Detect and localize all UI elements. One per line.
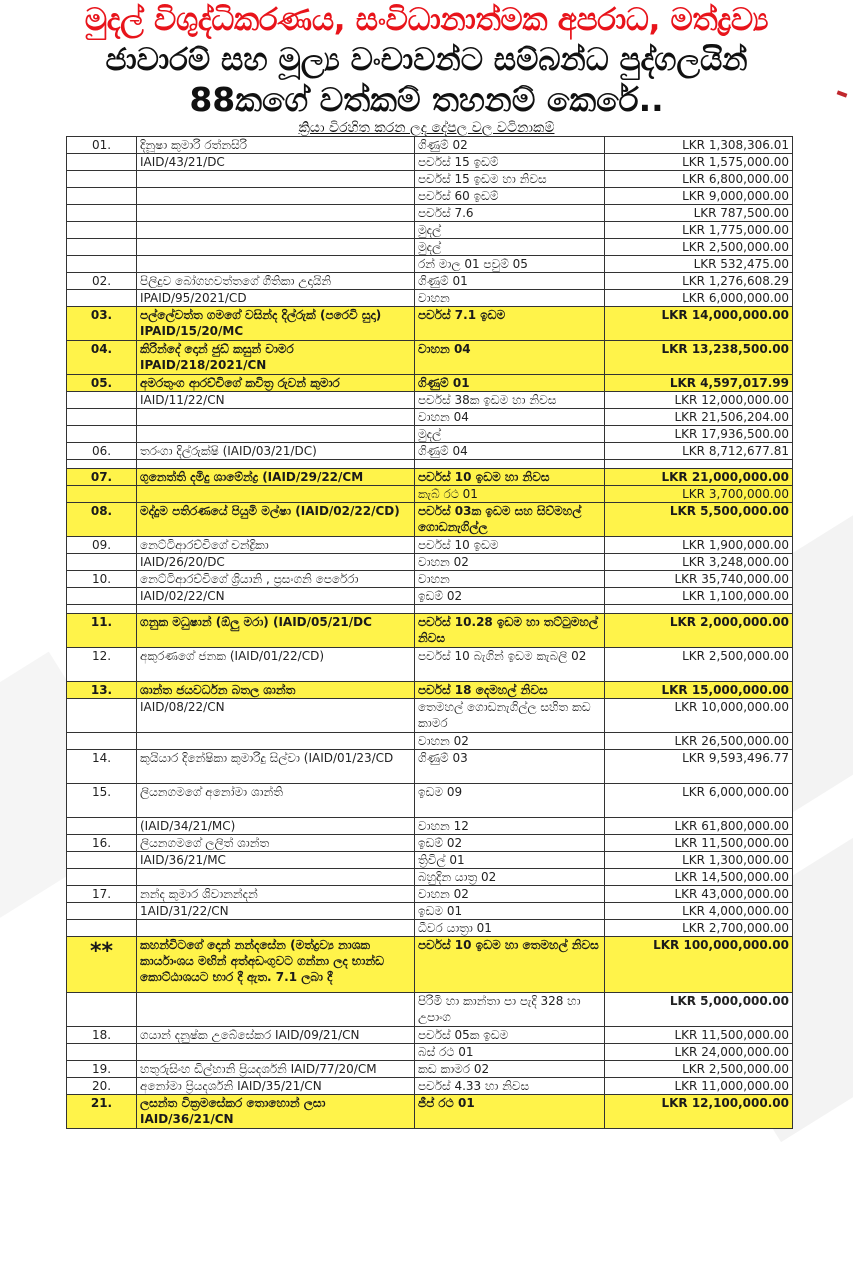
row-number-cell: 16. bbox=[67, 835, 137, 852]
asset-value-cell: LKR 3,700,000.00 bbox=[605, 486, 793, 503]
asset-cell: පර්චස් 10 ඉඩම හා නිවස bbox=[415, 469, 605, 486]
asset-cell: වාහන 02 bbox=[415, 554, 605, 571]
person-name-cell: හතුරුසිංහ ඩිල්හානි ප්‍රියදර්ශනි IAID/77/20/CM bbox=[137, 1061, 415, 1078]
asset-cell: වාහන 02 bbox=[415, 733, 605, 750]
person-name-cell: පල්ලේවත්ත ගමගේ වසින්ද දිල්රුක් (පරෙවි සුදා) IPAID/15/20/MC bbox=[137, 307, 415, 341]
row-number-cell: 02. bbox=[67, 273, 137, 290]
asset-value-cell: LKR 13,238,500.00 bbox=[605, 341, 793, 375]
person-name-cell bbox=[137, 205, 415, 222]
asset-cell: පර්චස් 4.33 හා නිවස bbox=[415, 1078, 605, 1095]
person-name-cell: නෙට්ටිආරච්චිගේ චන්ද්‍රිකා bbox=[137, 537, 415, 554]
row-number-cell bbox=[67, 869, 137, 886]
person-name-cell bbox=[137, 222, 415, 239]
person-name-cell bbox=[137, 605, 415, 614]
table-row bbox=[67, 605, 793, 614]
table-row bbox=[67, 409, 793, 426]
asset-value-cell: LKR 6,000,000.00 bbox=[605, 784, 793, 818]
table-row bbox=[67, 154, 793, 171]
table-row bbox=[67, 588, 793, 605]
asset-cell: පිරිමි හා කාන්තා පා පැදි 328 හා උපාංග bbox=[415, 993, 605, 1027]
row-number-cell bbox=[67, 239, 137, 256]
asset-value-cell: LKR 3,248,000.00 bbox=[605, 554, 793, 571]
person-name-cell bbox=[137, 188, 415, 205]
table-row bbox=[67, 993, 793, 1027]
asset-cell: ජීප් රථ 01 bbox=[415, 1095, 605, 1129]
asset-cell: පර්චස් 05ක ඉඩම bbox=[415, 1027, 605, 1044]
asset-cell: රන් මාල 01 පවුම් 05 bbox=[415, 256, 605, 273]
person-name-cell bbox=[137, 239, 415, 256]
person-name-cell: IAID/43/21/DC bbox=[137, 154, 415, 171]
asset-cell: පර්චස් 18 දෙමහල් නිවස bbox=[415, 682, 605, 699]
table-row bbox=[67, 1061, 793, 1078]
asset-value-cell: LKR 5,000,000.00 bbox=[605, 993, 793, 1027]
asset-value-cell: LKR 6,800,000.00 bbox=[605, 171, 793, 188]
row-number-cell: 05. bbox=[67, 375, 137, 392]
asset-value-cell: LKR 14,000,000.00 bbox=[605, 307, 793, 341]
asset-cell: පර්චස් 38ක ඉඩම හා නිවස bbox=[415, 392, 605, 409]
asset-value-cell: LKR 100,000,000.00 bbox=[605, 937, 793, 993]
person-name-cell: IAID/26/20/DC bbox=[137, 554, 415, 571]
table-row bbox=[67, 460, 793, 469]
person-name-cell: ගුනෙත්ති දමිදු ශාමේන්ද්‍ර (IAID/29/22/CM bbox=[137, 469, 415, 486]
asset-cell: වාහන 12 bbox=[415, 818, 605, 835]
table-row bbox=[67, 699, 793, 733]
asset-value-cell: LKR 1,276,608.29 bbox=[605, 273, 793, 290]
asset-value-cell: LKR 2,000,000.00 bbox=[605, 614, 793, 648]
asset-cell: පර්චස් 10 ඉඩම හා තෙමහල් නිවස bbox=[415, 937, 605, 993]
row-number-cell bbox=[67, 256, 137, 273]
asset-value-cell: LKR 21,506,204.00 bbox=[605, 409, 793, 426]
table-caption: ක්‍රියා විරහිත කරන ලද දේපල වල වටිනාකම් bbox=[298, 120, 555, 136]
asset-value-cell: LKR 4,000,000.00 bbox=[605, 903, 793, 920]
person-name-cell bbox=[137, 171, 415, 188]
asset-value-cell: LKR 1,575,000.00 bbox=[605, 154, 793, 171]
asset-cell: ගිණුම් 04 bbox=[415, 443, 605, 460]
row-number-cell bbox=[67, 205, 137, 222]
person-name-cell bbox=[137, 920, 415, 937]
person-name-cell: IAID/02/22/CN bbox=[137, 588, 415, 605]
row-number-cell bbox=[67, 426, 137, 443]
person-name-cell bbox=[137, 486, 415, 503]
row-number-cell bbox=[67, 222, 137, 239]
table-row bbox=[67, 818, 793, 835]
row-number-cell bbox=[67, 920, 137, 937]
row-number-cell bbox=[67, 188, 137, 205]
person-name-cell: අනෝමා ප්‍රියදර්ශනි IAID/35/21/CN bbox=[137, 1078, 415, 1095]
row-number-cell bbox=[67, 290, 137, 307]
table-row bbox=[67, 784, 793, 818]
asset-cell: ත්‍රිවිල් 01 bbox=[415, 852, 605, 869]
asset-cell: පර්චස් 10 ඉඩම bbox=[415, 537, 605, 554]
row-number-cell: 20. bbox=[67, 1078, 137, 1095]
row-number-cell bbox=[67, 993, 137, 1027]
asset-cell: මුදල් bbox=[415, 426, 605, 443]
asset-cell: කැබ් රථ 01 bbox=[415, 486, 605, 503]
row-number-cell: 18. bbox=[67, 1027, 137, 1044]
table-row bbox=[67, 392, 793, 409]
asset-value-cell: LKR 1,100,000.00 bbox=[605, 588, 793, 605]
asset-cell: ඉඩම 09 bbox=[415, 784, 605, 818]
asset-value-cell: LKR 14,500,000.00 bbox=[605, 869, 793, 886]
asset-value-cell: LKR 2,500,000.00 bbox=[605, 1061, 793, 1078]
asset-cell: පර්චස් 10 බැගින් ඉඩම කැබලි 02 bbox=[415, 648, 605, 682]
asset-value-cell: LKR 4,597,017.99 bbox=[605, 375, 793, 392]
person-name-cell: අකුරණගේ ජනක (IAID/01/22/CD) bbox=[137, 648, 415, 682]
table-row bbox=[67, 937, 793, 993]
asset-cell: මුදල් bbox=[415, 239, 605, 256]
asset-cell: ගිණුම් 02 bbox=[415, 137, 605, 154]
asset-value-cell: LKR 5,500,000.00 bbox=[605, 503, 793, 537]
table-row bbox=[67, 903, 793, 920]
asset-value-cell: LKR 15,000,000.00 bbox=[605, 682, 793, 699]
asset-value-cell: LKR 787,500.00 bbox=[605, 205, 793, 222]
row-number-cell: 12. bbox=[67, 648, 137, 682]
row-number-cell: 19. bbox=[67, 1061, 137, 1078]
table-row bbox=[67, 682, 793, 699]
asset-cell: ධීවර යාත්‍රා 01 bbox=[415, 920, 605, 937]
table-row bbox=[67, 614, 793, 648]
asset-value-cell: LKR 11,000,000.00 bbox=[605, 1078, 793, 1095]
asset-value-cell: LKR 11,500,000.00 bbox=[605, 835, 793, 852]
asset-value-cell: LKR 1,775,000.00 bbox=[605, 222, 793, 239]
person-name-cell: ලියනගමගේ ලලිත් ශාන්ත bbox=[137, 835, 415, 852]
row-number-cell bbox=[67, 171, 137, 188]
person-name-cell: IAID/36/21/MC bbox=[137, 852, 415, 869]
asset-value-cell: LKR 17,936,500.00 bbox=[605, 426, 793, 443]
asset-value-cell: LKR 2,500,000.00 bbox=[605, 239, 793, 256]
asset-cell: බස් රථ 01 bbox=[415, 1044, 605, 1061]
asset-value-cell: LKR 1,308,306.01 bbox=[605, 137, 793, 154]
table-row bbox=[67, 256, 793, 273]
asset-cell: ඉඩම් 02 bbox=[415, 588, 605, 605]
person-name-cell: මද්දුම පතිරණයේ පියුමි මල්ෂා (IAID/02/22/CD) bbox=[137, 503, 415, 537]
asset-cell: පර්චස් 15 ඉඩම හා නිවස bbox=[415, 171, 605, 188]
asset-cell bbox=[415, 605, 605, 614]
row-number-cell: 09. bbox=[67, 537, 137, 554]
asset-value-cell bbox=[605, 605, 793, 614]
headline-line-1: මුදල් විශුද්ධිකරණය, සංවිධානාත්මක අපරාධ, මත්ද්‍රව්‍ය bbox=[84, 2, 769, 38]
row-number-cell bbox=[67, 699, 137, 733]
row-number-cell: 08. bbox=[67, 503, 137, 537]
asset-cell: ඉඩම 01 bbox=[415, 903, 605, 920]
asset-value-cell: LKR 8,712,677.81 bbox=[605, 443, 793, 460]
row-number-cell: 21. bbox=[67, 1095, 137, 1129]
person-name-cell bbox=[137, 1044, 415, 1061]
asset-cell: ඉඩම් 02 bbox=[415, 835, 605, 852]
table-row bbox=[67, 537, 793, 554]
row-number-cell: 03. bbox=[67, 307, 137, 341]
assets-table bbox=[66, 136, 793, 1129]
person-name-cell bbox=[137, 426, 415, 443]
asset-cell: වාහන 02 bbox=[415, 886, 605, 903]
table-row bbox=[67, 375, 793, 392]
row-number-cell: 15. bbox=[67, 784, 137, 818]
person-name-cell: (IAID/34/21/MC) bbox=[137, 818, 415, 835]
row-number-cell bbox=[67, 154, 137, 171]
table-row bbox=[67, 1027, 793, 1044]
asset-cell: ගිණුම් 03 bbox=[415, 750, 605, 784]
asset-cell: පර්චස් 7.1 ඉඩම bbox=[415, 307, 605, 341]
asset-value-cell: LKR 10,000,000.00 bbox=[605, 699, 793, 733]
person-name-cell: 1AID/31/22/CN bbox=[137, 903, 415, 920]
asset-cell: බහුදින යාත්‍ර 02 bbox=[415, 869, 605, 886]
person-name-cell bbox=[137, 993, 415, 1027]
row-number-cell bbox=[67, 818, 137, 835]
row-number-cell bbox=[67, 588, 137, 605]
assets-table-body bbox=[67, 137, 793, 1129]
asset-value-cell: LKR 9,593,496.77 bbox=[605, 750, 793, 784]
row-number-cell: 04. bbox=[67, 341, 137, 375]
table-row bbox=[67, 307, 793, 341]
person-name-cell: IPAID/95/2021/CD bbox=[137, 290, 415, 307]
table-row bbox=[67, 571, 793, 588]
asset-cell: පර්චස් 7.6 bbox=[415, 205, 605, 222]
asset-value-cell: LKR 9,000,000.00 bbox=[605, 188, 793, 205]
person-name-cell: ලසන්ත වික්‍රමසේකර තොහොන් ලසා IAID/36/21/CN bbox=[137, 1095, 415, 1129]
person-name-cell: කිරින්දේ දොන් ජුඩ් කසුන් චාමර IPAID/218/2021/CN bbox=[137, 341, 415, 375]
person-name-cell: දිනූෂා කුමාරි රත්නසිරි bbox=[137, 137, 415, 154]
asset-value-cell: LKR 24,000,000.00 bbox=[605, 1044, 793, 1061]
person-name-cell: ගයාන් දනුෂ්ක උබේසේකර IAID/09/21/CN bbox=[137, 1027, 415, 1044]
person-name-cell bbox=[137, 409, 415, 426]
table-row bbox=[67, 869, 793, 886]
asset-value-cell: LKR 21,000,000.00 bbox=[605, 469, 793, 486]
asset-cell: වාහන bbox=[415, 571, 605, 588]
asset-value-cell: LKR 12,000,000.00 bbox=[605, 392, 793, 409]
asset-cell: පර්චස් 60 ඉඩම් bbox=[415, 188, 605, 205]
asset-value-cell: LKR 1,900,000.00 bbox=[605, 537, 793, 554]
table-row bbox=[67, 273, 793, 290]
table-row bbox=[67, 239, 793, 256]
person-name-cell: IAID/11/22/CN bbox=[137, 392, 415, 409]
row-number-cell: 10. bbox=[67, 571, 137, 588]
row-number-cell bbox=[67, 605, 137, 614]
asset-value-cell: LKR 2,500,000.00 bbox=[605, 648, 793, 682]
person-name-cell bbox=[137, 869, 415, 886]
row-number-cell bbox=[67, 392, 137, 409]
table-row bbox=[67, 1078, 793, 1095]
person-name-cell: නන්ද කුමාර ශිවානන්දන් bbox=[137, 886, 415, 903]
asset-value-cell: LKR 532,475.00 bbox=[605, 256, 793, 273]
table-row bbox=[67, 1095, 793, 1129]
table-row bbox=[67, 733, 793, 750]
table-row bbox=[67, 290, 793, 307]
asset-cell: ගිණුම් 01 bbox=[415, 375, 605, 392]
person-name-cell: තරංගා දිල්රුක්ෂි (IAID/03/21/DC) bbox=[137, 443, 415, 460]
asset-value-cell: LKR 11,500,000.00 bbox=[605, 1027, 793, 1044]
asset-value-cell: LKR 35,740,000.00 bbox=[605, 571, 793, 588]
row-number-cell: ** bbox=[67, 937, 137, 993]
asset-cell: කඩ කාමර 02 bbox=[415, 1061, 605, 1078]
asset-value-cell: LKR 12,100,000.00 bbox=[605, 1095, 793, 1129]
person-name-cell: නෙට්ටිආරච්චිගේ ශ්‍රියානි , ප්‍රසංගනි පෙරේරා bbox=[137, 571, 415, 588]
asset-value-cell: LKR 61,800,000.00 bbox=[605, 818, 793, 835]
row-number-cell: 07. bbox=[67, 469, 137, 486]
asset-cell: වාහන bbox=[415, 290, 605, 307]
person-name-cell bbox=[137, 256, 415, 273]
table-row bbox=[67, 469, 793, 486]
asset-cell: පර්චස් 15 ඉඩම් bbox=[415, 154, 605, 171]
row-number-cell bbox=[67, 903, 137, 920]
row-number-cell bbox=[67, 554, 137, 571]
row-number-cell bbox=[67, 1044, 137, 1061]
table-row bbox=[67, 426, 793, 443]
table-row bbox=[67, 1044, 793, 1061]
asset-cell bbox=[415, 460, 605, 469]
person-name-cell: ගනුක මධුෂාන් (ඕලු මරා) (IAID/05/21/DC bbox=[137, 614, 415, 648]
asset-cell: වාහන 04 bbox=[415, 409, 605, 426]
row-number-cell: 14. bbox=[67, 750, 137, 784]
row-number-cell: 06. bbox=[67, 443, 137, 460]
headline-line-3: 88කගේ වත්කම් තහනම් කෙරේ.. bbox=[189, 80, 664, 119]
person-name-cell bbox=[137, 733, 415, 750]
table-row bbox=[67, 341, 793, 375]
table-row bbox=[67, 222, 793, 239]
asset-value-cell: LKR 43,000,000.00 bbox=[605, 886, 793, 903]
asset-value-cell: LKR 26,500,000.00 bbox=[605, 733, 793, 750]
table-row bbox=[67, 443, 793, 460]
row-number-cell bbox=[67, 486, 137, 503]
person-name-cell: අමරතුංග ආරච්චිගේ කවිත්‍ර රුවන් කුමාර bbox=[137, 375, 415, 392]
asset-cell: ගිණුම් 01 bbox=[415, 273, 605, 290]
row-number-cell: 01. bbox=[67, 137, 137, 154]
table-row bbox=[67, 554, 793, 571]
table-row bbox=[67, 648, 793, 682]
table-row bbox=[67, 188, 793, 205]
row-number-cell: 11. bbox=[67, 614, 137, 648]
table-row bbox=[67, 835, 793, 852]
row-number-cell bbox=[67, 460, 137, 469]
person-name-cell: ලියනගමගේ අනෝමා ශාන්ති bbox=[137, 784, 415, 818]
table-row bbox=[67, 503, 793, 537]
row-number-cell bbox=[67, 733, 137, 750]
person-name-cell: කහන්විටගේ දොන් නන්දසේන (මත්ද්‍රව්‍ය නාශක කාර්යාංශය මඟින් අත්අඩංගුවට ගන්නා ලද භාන්ඩ කොට්ඨාශයට භාර දී ඇත. 7.1 ලබා දී bbox=[137, 937, 415, 993]
table-row bbox=[67, 920, 793, 937]
table-row bbox=[67, 171, 793, 188]
asset-value-cell: LKR 6,000,000.00 bbox=[605, 290, 793, 307]
person-name-cell: ශාන්ත ජයවර්ධන බතල ශාන්ත bbox=[137, 682, 415, 699]
table-row bbox=[67, 486, 793, 503]
asset-cell: වාහන 04 bbox=[415, 341, 605, 375]
table-row bbox=[67, 750, 793, 784]
table-row bbox=[67, 886, 793, 903]
row-number-cell bbox=[67, 852, 137, 869]
person-name-cell: පිලිදුව බෝගහවත්තගේ ගීතිකා උදායිනි bbox=[137, 273, 415, 290]
headline-line-2: ජාවාරම් සහ මූල්‍ය වංචාවන්ට සම්බන්ධ පුද්ගලයින් bbox=[105, 42, 748, 78]
asset-cell: පර්චස් 10.28 ඉඩම හා තට්ටුමහල් නිවස bbox=[415, 614, 605, 648]
person-name-cell bbox=[137, 460, 415, 469]
person-name-cell: කුයියාර දිනේෂිකා කුමාරිදු සිල්වා (IAID/01/23/CD bbox=[137, 750, 415, 784]
row-number-cell: 17. bbox=[67, 886, 137, 903]
row-number-cell: 13. bbox=[67, 682, 137, 699]
table-row bbox=[67, 852, 793, 869]
row-number-cell bbox=[67, 409, 137, 426]
table-row bbox=[67, 137, 793, 154]
asset-value-cell: LKR 2,700,000.00 bbox=[605, 920, 793, 937]
person-name-cell: IAID/08/22/CN bbox=[137, 699, 415, 733]
asset-cell: පර්චස් 03ක ඉඩම සහ සිව්මහල් ගොඩනැගිල්ල bbox=[415, 503, 605, 537]
asset-cell: මුදල් bbox=[415, 222, 605, 239]
asset-value-cell: LKR 1,300,000.00 bbox=[605, 852, 793, 869]
table-row bbox=[67, 205, 793, 222]
asset-value-cell bbox=[605, 460, 793, 469]
asset-cell: තෙමහල් ගොඩනැගිල්ල සහිත කඩ කාමර bbox=[415, 699, 605, 733]
